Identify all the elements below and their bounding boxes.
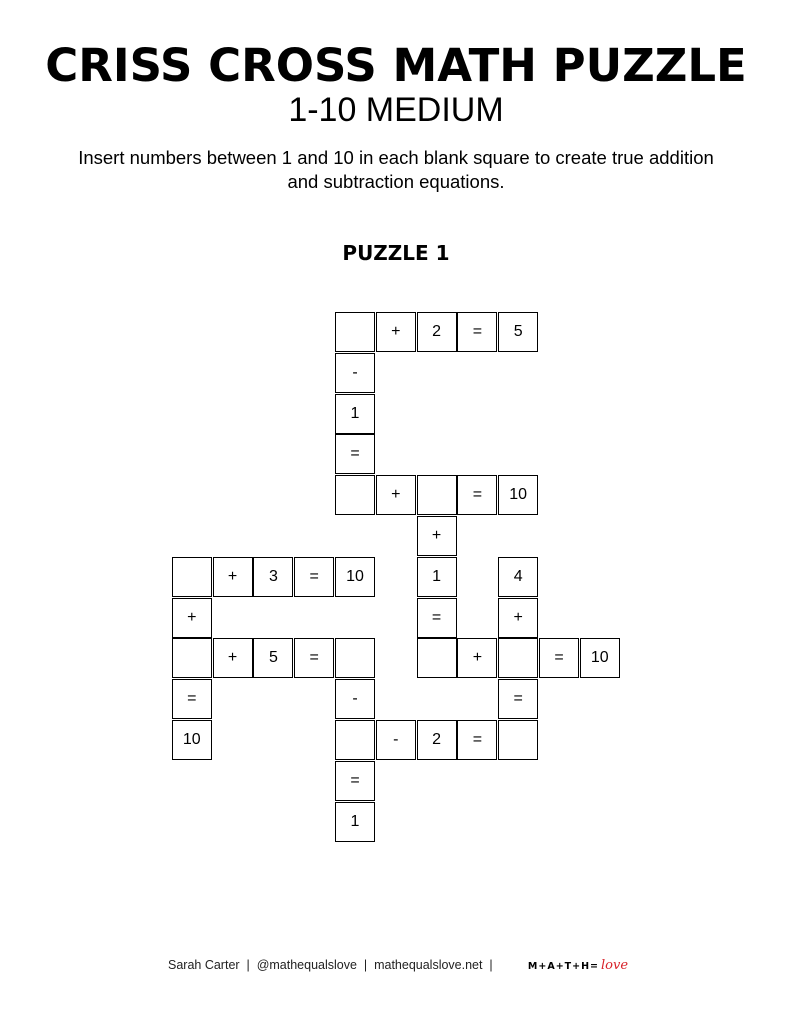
clue-cell: =	[539, 638, 579, 678]
clue-cell: =	[294, 557, 334, 597]
answer-cell[interactable]	[335, 720, 375, 760]
clue-cell: =	[172, 679, 212, 719]
clue-cell: 2	[417, 720, 457, 760]
clue-cell: =	[335, 434, 375, 474]
answer-cell[interactable]	[498, 720, 538, 760]
brand-logo	[511, 947, 628, 984]
brand-love-text: love	[601, 957, 629, 973]
clue-cell: +	[213, 638, 253, 678]
clue-cell: =	[498, 679, 538, 719]
clue-cell: +	[457, 638, 497, 678]
clue-cell: 3	[253, 557, 293, 597]
footer-credits: Sarah Carter | @mathequalslove | mathequalslove.net |	[168, 958, 493, 972]
clue-cell: 10	[172, 720, 212, 760]
clue-cell: +	[376, 475, 416, 515]
clue-cell: 5	[253, 638, 293, 678]
clue-cell: +	[172, 598, 212, 638]
instructions-text: Insert numbers between 1 and 10 in each blank square to create true addition and subtraction equations.	[78, 147, 714, 192]
answer-cell[interactable]	[417, 475, 457, 515]
answer-cell[interactable]	[172, 557, 212, 597]
clue-cell: 10	[335, 557, 375, 597]
clue-cell: 1	[335, 394, 375, 434]
page-title: CRISS CROSS MATH PUZZLE	[45, 39, 747, 92]
clue-cell: =	[457, 312, 497, 352]
clue-cell: 1	[417, 557, 457, 597]
clue-cell: +	[417, 516, 457, 556]
clue-cell: =	[457, 475, 497, 515]
brand-math-text: M+A+T+H=	[527, 960, 599, 972]
clue-cell: 1	[335, 802, 375, 842]
clue-cell: =	[335, 761, 375, 801]
clue-cell: -	[376, 720, 416, 760]
answer-cell[interactable]	[335, 475, 375, 515]
clue-cell: 10	[580, 638, 620, 678]
clue-cell: 4	[498, 557, 538, 597]
clue-cell: +	[213, 557, 253, 597]
clue-cell: =	[457, 720, 497, 760]
clue-cell: +	[498, 598, 538, 638]
clue-cell: +	[376, 312, 416, 352]
puzzle-label: PUZZLE 1	[342, 241, 450, 265]
clue-cell: 2	[417, 312, 457, 352]
answer-cell[interactable]	[172, 638, 212, 678]
clue-cell: 10	[498, 475, 538, 515]
clue-cell: =	[294, 638, 334, 678]
answer-cell[interactable]	[335, 638, 375, 678]
clue-cell: 5	[498, 312, 538, 352]
clue-cell: -	[335, 353, 375, 393]
clue-cell: =	[417, 598, 457, 638]
footer	[168, 955, 628, 975]
answer-cell[interactable]	[335, 312, 375, 352]
answer-cell[interactable]	[417, 638, 457, 678]
page-subtitle: 1-10 MEDIUM	[288, 91, 504, 129]
answer-cell[interactable]	[498, 638, 538, 678]
clue-cell: -	[335, 679, 375, 719]
